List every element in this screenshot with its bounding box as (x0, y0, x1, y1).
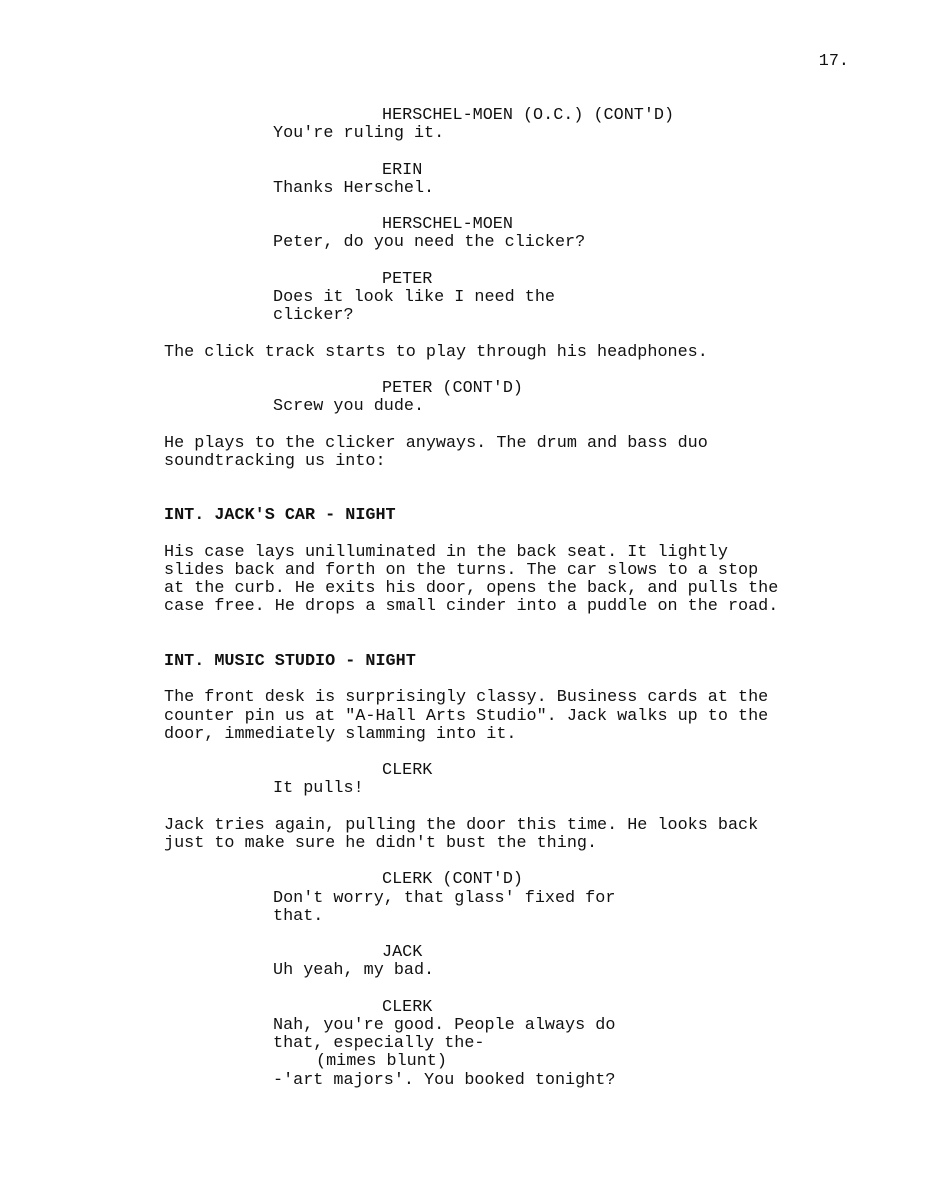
blank-line (164, 198, 864, 216)
action-line: The front desk is surprisingly classy. Business cards at the (164, 688, 769, 708)
blank-line (164, 635, 864, 653)
blank-line (164, 926, 864, 944)
character-cue: CLERK (382, 997, 433, 1017)
page-number: 17. (818, 52, 849, 71)
blank-line (164, 799, 864, 817)
action-line: Jack tries again, pulling the door this time. He looks back (164, 815, 759, 835)
blank-line (164, 671, 864, 689)
action-line: door, immediately slamming into it. (164, 724, 517, 744)
action-line: counter pin us at "A-Hall Arts Studio". Jack walks up to the (164, 706, 769, 726)
action-line: at the curb. He exits his door, opens the back, and pulls the (164, 579, 779, 599)
dialogue-line: that, especially the- (273, 1034, 485, 1054)
action-line: just to make sure he didn't bust the thing. (164, 833, 598, 853)
dialogue-line: Don't worry, that glass' fixed for (273, 888, 616, 908)
action-line: The click track starts to play through his headphones. (164, 342, 708, 362)
dialogue-line: Nah, you're good. People always do (273, 1015, 616, 1035)
blank-line (164, 253, 864, 271)
blank-line (164, 617, 864, 635)
dialogue-line: -'art majors'. You booked tonight? (273, 1070, 616, 1090)
blank-line (164, 325, 864, 343)
dialogue-line: Does it look like I need the (273, 287, 555, 307)
dialogue-line: that. (273, 906, 324, 926)
character-cue: HERSCHEL-MOEN (382, 215, 513, 235)
scene-heading: INT. MUSIC STUDIO - NIGHT (164, 651, 416, 671)
character-cue: CLERK (CONT'D) (382, 870, 523, 890)
action-line: slides back and forth on the turns. The car slows to a stop (164, 560, 759, 580)
dialogue-line: Peter, do you need the clicker? (273, 233, 586, 253)
dialogue-line: Screw you dude. (273, 397, 425, 417)
character-cue: HERSCHEL-MOEN (O.C.) (CONT'D) (382, 106, 675, 125)
character-cue: CLERK (382, 761, 433, 781)
parenthetical: (mimes blunt) (316, 1052, 447, 1072)
blank-line (164, 471, 864, 489)
script-body (164, 107, 864, 1090)
blank-line (164, 489, 864, 507)
action-line: case free. He drops a small cinder into a puddle on the road. (164, 597, 779, 617)
character-cue: JACK (382, 943, 423, 963)
blank-line (164, 143, 864, 161)
action-line: He plays to the clicker anyways. The drum and bass duo (164, 433, 708, 453)
blank-line (164, 362, 864, 380)
dialogue-line: Thanks Herschel. (273, 178, 435, 198)
dialogue-line: Uh yeah, my bad. (273, 961, 435, 981)
character-cue: ERIN (382, 160, 423, 180)
action-line: soundtracking us into: (164, 451, 386, 471)
blank-line (164, 744, 864, 762)
dialogue-line: You're ruling it. (273, 124, 445, 144)
scene-heading: INT. JACK'S CAR - NIGHT (164, 506, 396, 526)
dialogue-line: clicker? (273, 306, 354, 326)
blank-line (164, 981, 864, 999)
blank-line (164, 853, 864, 871)
action-line: His case lays unilluminated in the back seat. It lightly (164, 542, 728, 562)
character-cue: PETER (382, 269, 433, 289)
dialogue-line: It pulls! (273, 779, 364, 799)
blank-line (164, 416, 864, 434)
character-cue: PETER (CONT'D) (382, 378, 523, 398)
blank-line (164, 526, 864, 544)
